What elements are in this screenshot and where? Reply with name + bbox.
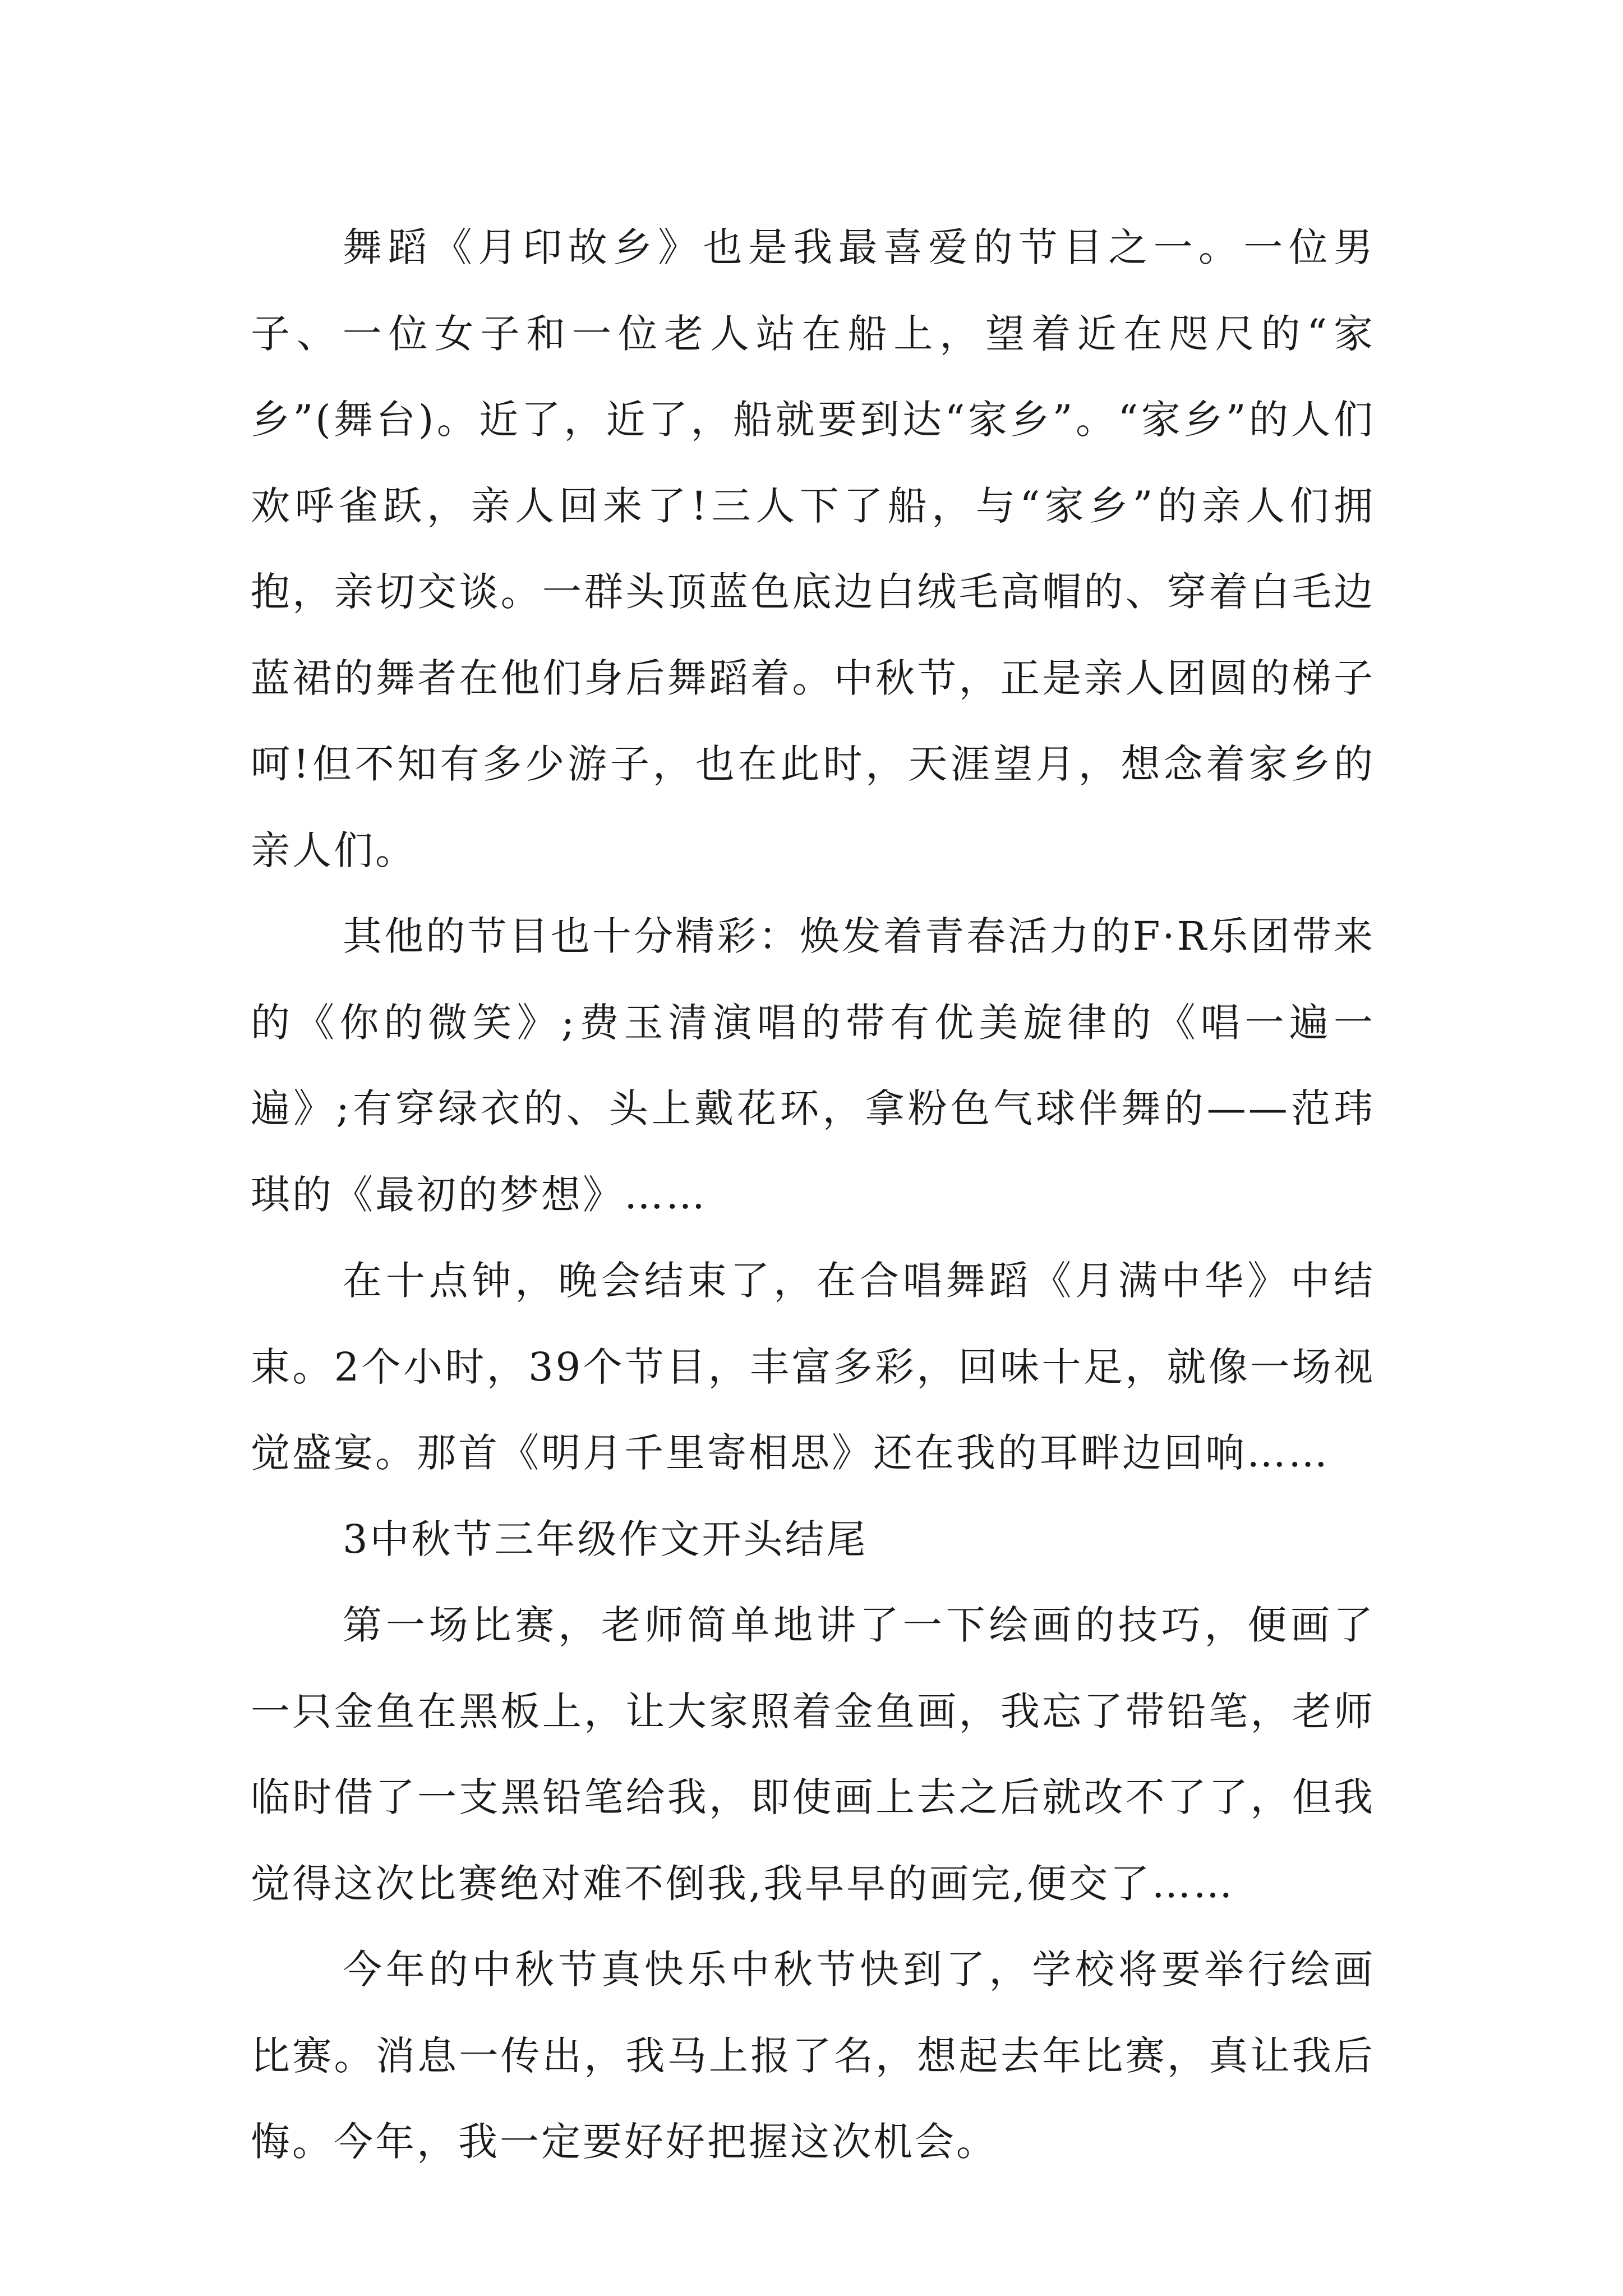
- paragraph-ending: 在十点钟，晚会结束了，在合唱舞蹈《月满中华》中结束。2个小时，39个节目，丰富多彩，回味十足，就像一场视觉盛宴。那首《明月千里寄相思》还在我的耳畔边回响……: [251, 1258, 1375, 1476]
- document-body: [251, 205, 1375, 2185]
- paragraph-competition: 第一场比赛，老师简单地讲了一下绘画的技巧，便画了一只金鱼在黑板上，让大家照着金鱼画，我忘了带铅笔，老师临时借了一支黑铅笔给我，即使画上去之后就改不了了，但我觉得这次比赛绝对难不倒我,我早早的画完,便交了……: [251, 1602, 1375, 1907]
- section-heading: 3中秋节三年级作文开头结尾: [343, 1516, 868, 1562]
- paragraph-dance: 舞蹈《月印故乡》也是我最喜爱的节目之一。一位男子、一位女子和一位老人站在船上，望着近在咫尺的“家乡”(舞台)。近了，近了，船就要到达“家乡”。“家乡”的人们欢呼雀跃，亲人回来了!三人下了船，与“家乡”的亲人们拥抱，亲切交谈。一群头顶蓝色底边白绒毛高帽的、穿着白毛边蓝裙的舞者在他们身后舞蹈着。中秋节，正是亲人团圆的梯子呵!但不知有多少游子，也在此时，天涯望月，想念着家乡的亲人们。: [251, 224, 1375, 873]
- paragraph-mid-autumn: 今年的中秋节真快乐中秋节快到了，学校将要举行绘画比赛。消息一传出，我马上报了名，想起去年比赛，真让我后悔。今年，我一定要好好把握这次机会。: [251, 1947, 1375, 2165]
- paragraph-other-programs: 其他的节目也十分精彩：焕发着青春活力的F·R乐团带来的《你的微笑》;费玉清演唱的带有优美旋律的《唱一遍一遍》;有穿绿衣的、头上戴花环，拿粉色气球伴舞的——范玮琪的《最初的梦想》……: [251, 913, 1375, 1218]
